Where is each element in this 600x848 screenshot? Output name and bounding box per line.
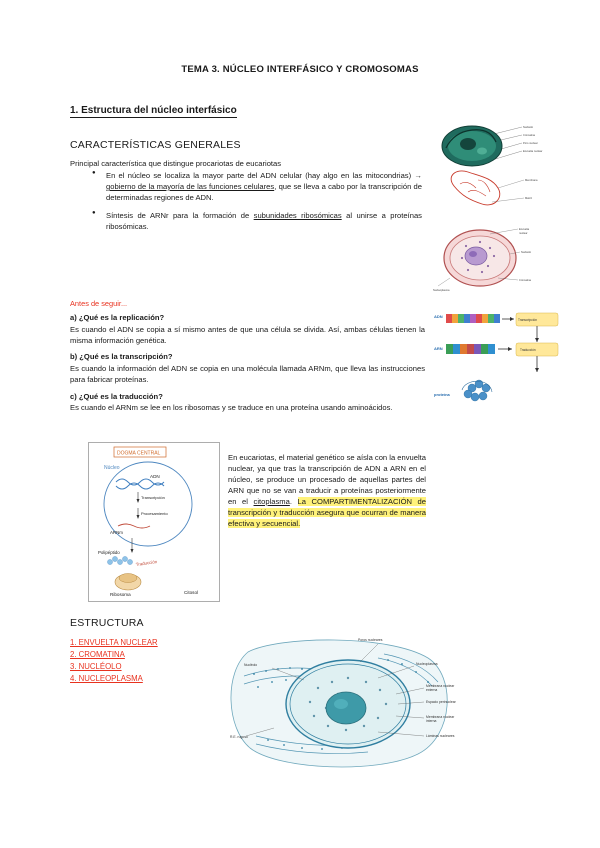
svg-text:Cromatina: Cromatina [523, 134, 535, 137]
nucleus-detailed-svg [228, 632, 468, 772]
svg-text:Nucléolo: Nucléolo [244, 663, 258, 667]
svg-text:R.E. rugoso: R.E. rugoso [230, 735, 248, 739]
question-a: a) ¿Qué es la replicación? [70, 313, 165, 322]
list-item: 3. NUCLÉOLO [70, 662, 122, 672]
svg-text:proteína: proteína [434, 392, 450, 397]
svg-text:Envuelta nuclear: Envuelta nuclear [523, 150, 543, 153]
svg-text:Procesamiento: Procesamiento [141, 511, 168, 516]
estructura-list [70, 637, 158, 685]
svg-text:Traducción: Traducción [135, 559, 158, 567]
nucleus-micrograph-svg [432, 118, 562, 218]
svg-text:Nucléolo: Nucléolo [521, 251, 532, 254]
page-title: TEMA 3. NÚCLEO INTERFÁSICO Y CROMOSOMAS [181, 64, 419, 75]
caracteristicas-bullet-list [92, 170, 422, 239]
intro-paragraph: Principal característica que distingue procariotas de eucariotas [70, 159, 282, 168]
svg-text:Transcripción: Transcripción [518, 318, 538, 322]
bullet-text-part2: al unirse a proteínas ribosómicas. [106, 211, 422, 231]
svg-text:Cromatina: Cromatina [519, 279, 531, 282]
question-b: b) ¿Qué es la transcripción? [70, 352, 173, 362]
svg-text:Membrana: Membrana [525, 179, 538, 182]
answer-b: Es cuando la información del ADN se copia en una molécula llamada ARNm, que lleva las instrucciones para fabricar proteínas. [70, 364, 425, 384]
caracteristicas-generales-heading: CARACTERÍSTICAS GENERALES [70, 139, 241, 151]
list-item: 4. NUCLEOPLASMA [70, 674, 143, 684]
svg-text:ADN: ADN [434, 314, 443, 319]
bullet-text-part2: , que se lleva a cabo por la transcripción de determinadas regiones de ADN. [106, 182, 422, 202]
svg-text:interna: interna [426, 719, 437, 723]
answer-a: Es cuando el ADN se copia a sí mismo antes de que una célula se divida. Así, ambas células tienen la misma información genética. [70, 324, 425, 345]
svg-text:Nucléolo: Nucléolo [523, 126, 534, 129]
nucleus-schematic-figure [432, 222, 562, 294]
question-c: c) ¿Qué es la traducción? [70, 391, 163, 401]
side-text-plain-mid: . [289, 497, 298, 506]
nucleus-micrograph-figure [432, 118, 562, 218]
section-1-number: 1. [70, 105, 79, 116]
handwritten-dogma-sketch-svg [88, 442, 220, 602]
svg-text:Citosol: Citosol [184, 590, 199, 595]
nucleus-detailed-figure [228, 632, 468, 772]
nucleus-schematic-svg [432, 222, 562, 294]
section-1-title: Estructura del núcleo interfásico [81, 105, 237, 116]
svg-text:DOGMA CENTRAL: DOGMA CENTRAL [117, 450, 161, 457]
antes-de-seguir-note: Antes de seguir... [70, 299, 128, 308]
svg-text:Espacio perinuclear: Espacio perinuclear [426, 700, 456, 704]
section-1-heading [70, 105, 237, 116]
svg-text:ADN: ADN [150, 474, 160, 479]
bullet-text-part1: Síntesis de ARNr para la formación de [106, 211, 254, 220]
handwritten-dogma-sketch-figure [88, 442, 220, 602]
bullet-text-part1: En el núcleo se localiza la mayor parte del ADN celular (hay algo en las mitocondrias) → [106, 171, 422, 180]
svg-text:ARN: ARN [434, 346, 443, 351]
svg-text:Membrana nuclear: Membrana nuclear [426, 715, 455, 719]
svg-text:Poro nuclear: Poro nuclear [523, 142, 538, 145]
svg-text:Traducción: Traducción [520, 348, 536, 352]
svg-text:nuclear: nuclear [519, 232, 528, 235]
list-item [92, 210, 422, 232]
svg-text:Membrana nuclear: Membrana nuclear [426, 684, 455, 688]
svg-text:Envuelta: Envuelta [519, 228, 530, 231]
svg-text:Ribosoma: Ribosoma [110, 592, 131, 597]
svg-text:Matriz: Matriz [525, 197, 533, 200]
side-text-underlined: citoplasma [253, 497, 290, 506]
svg-text:ARNm: ARNm [110, 530, 123, 535]
svg-text:Láminas nucleares: Láminas nucleares [426, 734, 455, 738]
central-dogma-figure [432, 308, 562, 426]
side-text-plain-before: En eucariotas, el material genético se aísla con la envuelta nuclear, ya que tras la transcripción de ADN a ARN en el núcleo, se produce un procesado de aquellas partes del ARN que no se van a traducir a proteínas posteriormente en el [228, 453, 426, 506]
svg-text:Poros nucleares: Poros nucleares [358, 638, 383, 642]
list-item: 1. ENVUELTA NUCLEAR [70, 638, 158, 647]
svg-text:Nucleoplasma: Nucleoplasma [433, 289, 450, 292]
list-item [92, 170, 422, 203]
svg-text:Polipéptido: Polipéptido [98, 550, 120, 555]
estructura-heading: ESTRUCTURA [70, 617, 144, 629]
compartimentalizacion-paragraph [228, 452, 426, 529]
side-text-highlighted: La COMPARTIMENTALIZACIÓN de transcripción y traducción asegura que ocurran de manera efectiva y secuencial. [228, 497, 426, 528]
qa-block [70, 313, 425, 420]
list-item: 2. CROMATINA [70, 650, 125, 660]
svg-text:Nucleoplasma: Nucleoplasma [416, 662, 438, 666]
svg-text:Núcleo: Núcleo [104, 465, 120, 471]
central-dogma-svg [432, 308, 562, 426]
svg-text:Transcripción: Transcripción [141, 495, 165, 500]
bullet-text-underlined: subunidades ribosómicas [253, 211, 342, 220]
bullet-text-underlined: gobierno de la mayoría de las funciones celulares [106, 182, 275, 191]
answer-c: Es cuando el ARNm se lee en los ribosomas y se traduce en una proteína usando aminoácidos. [70, 403, 393, 413]
svg-text:externa: externa [426, 688, 438, 692]
